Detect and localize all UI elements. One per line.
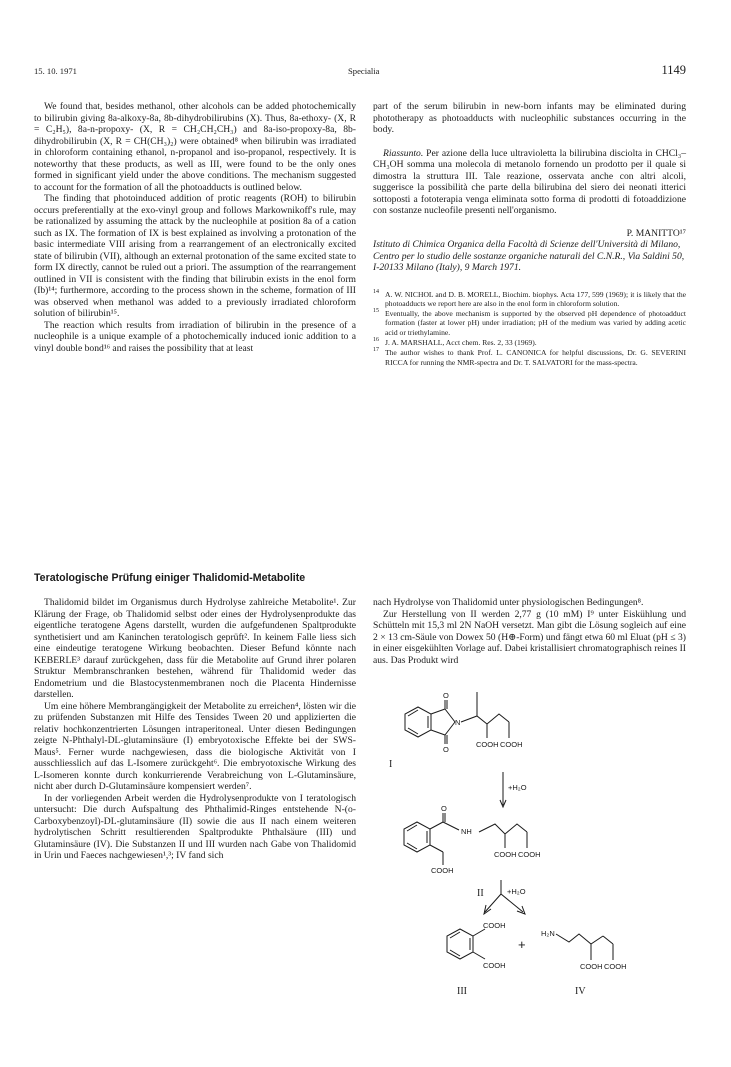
article1-right-column xyxy=(373,101,686,368)
journal-section: Specialia xyxy=(348,66,380,76)
carboxyl-label-ii-1: COOH xyxy=(494,850,517,859)
riassunto-paragraph xyxy=(373,148,686,217)
carboxyl-label-iv-1: COOH xyxy=(580,962,603,971)
riassunto-label: Riassunto. xyxy=(383,147,424,159)
article-title: Teratologische Prüfung einiger Thalidomid-Metabolite xyxy=(34,572,306,584)
carboxyl-label-ii-2: COOH xyxy=(518,850,541,859)
author-signature: P. MANITTO¹⁷ xyxy=(626,227,686,239)
amide-nh-label: NH xyxy=(461,827,472,836)
footnote: 16 J. A. MARSHALL, Acct chem. Res. 2, 33 (1969). xyxy=(373,336,537,347)
page-header xyxy=(34,64,686,80)
body-paragraph: We found that, besides methanol, other alcohols can be added photochemically to bilirubin giving 8a-alkoxy-8a, 8b-dihydrobilirubins (X). Thus, 8a-ethoxy- (X, R = C₂H₅), 8a-n-propoxy- (X, R = CH₂CH₂CH₃) and 8a-iso-propoxy-8a, 8b-dihydrobilirubin (X, R = CH(CH₃)₂) were obtained⁸ when bilirubin was irradiated in chloroform containing ethanol, n-propanol and iso-propanol, respectively. It is noteworthy that these products, as well as III, were found to be the only ones formed in significant yield under the above conditions. The mechanism suggested to account for the formation of all the photoadducts is outlined below. xyxy=(34,101,356,193)
footnotes xyxy=(373,290,686,367)
compound-label-i: I xyxy=(389,759,393,770)
page-number: 1149 xyxy=(661,63,686,77)
carboxyl-label-i-2: COOH xyxy=(500,740,523,749)
oxo-label-ii: O xyxy=(441,804,447,813)
water-label-2: +H₂O xyxy=(507,887,526,896)
body-paragraph: Thalidomid bildet im Organismus durch Hydrolyse zahlreiche Metabolite¹. Zur Klärung der Frage, ob Thalidomid selbst oder eines der Hydrolysenprodukte das eigentliche teratogene Agens darstellt, wurden die aufgefundenen Spaltprodukte synthetisiert und am Kaninchen teratologisch geprüft². In keinem Falle liess sich eine eindeutige teratogene Wirkung beobachten. Dieser Befund könnte nach KEBERLE³ darauf zurückgehen, dass für die Metabolite auf Grund ihrer polaren Struktur Membranschranken bestehen, während für Thalidomid weder das Endometrium und die Blastocystenmembranen noch die Placenta Hindernisse darstellen. xyxy=(34,597,356,700)
footnote: 15 Eventually, the above mechanism is supported by the observed pH dependence of photoadduct formation (faster at lower pH) under irradiation; pH of the medium was varied by adding acetic acid or triethylamine. xyxy=(373,308,686,337)
body-paragraph: Um eine höhere Membrangängigkeit der Metabolite zu erreichen⁴, lösten wir die zu prüfenden Substanzen mit Hilfe des Tensides Tween 20 und applizierten die relativ hochkonzentrierten Lösungen intraperitoneal. Unter diesen Bedingungen zeigte N-Phthalyl-DL-glutaminsäure (I) embryotoxische Effekte bei der SWS-Maus⁵. Ferner wurde nachgewiesen, dass die biologische Aktivität von I ausschliesslich auf das L-Isomere zurückgeht⁶. Die embryotoxische Wirkung des L-Isomeren konnte durch konkurrierende Verabreichung von L-Glutaminsäure, nicht aber durch D-Glutaminsäure kompensiert werden⁷. xyxy=(34,700,356,792)
body-paragraph: part of the serum bilirubin in new-born infants may be eliminated during phototherapy as photoadducts with nucleophilic substances occurring in the body. xyxy=(373,101,686,135)
plus-sign: + xyxy=(518,937,526,952)
body-paragraph: In der vorliegenden Arbeit werden die Hydrolysenprodukte von I teratologisch untersucht: Die durch Aufspaltung des Phthalimid-Ringes entstehende N-(o-Carboxybenzoyl)-DL-glutaminsäure (II) sowie die aus II nach einem weiteren hydrolytischen Schritt resultierenden Spaltprodukte Phthalsäure (III) und Glutaminsäure (IV). Die Substanzen II und III wurden nach Gabe von Thalidomid in Urin und Faeces nachgewiesen¹,³; IV fand sich xyxy=(34,792,356,861)
compound-label-ii: II xyxy=(477,888,484,899)
amino-label-iv: H₂N xyxy=(541,929,555,938)
oxo-label-i-top: O xyxy=(443,691,449,700)
compound-label-iv: IV xyxy=(575,986,586,997)
article1-left-column xyxy=(34,101,356,354)
water-label-1: +H₂O xyxy=(508,783,527,792)
issue-date: 15. 10. 1971 xyxy=(34,66,77,76)
oxo-label-i-bottom: O xyxy=(443,745,449,754)
riassunto-text: Per azione della luce ultravioletta la bilirubina disciolta in CHCl₃–CH₃OH somma una molecola di metanolo fornendo un prodotto per il quale si dimostra la struttura III. Tale reazione, osservata anche con altri alcoli, suggerisce la possibilità che parte della bilirubina del siero dei neonati itterici sottoposti a fototerapia venga eliminata sotto forma di prodotti di fotoaddizione con sostanze nucleofile presenti nell'organismo. xyxy=(373,147,686,216)
body-paragraph: The reaction which results from irradiation of bilirubin in the presence of a nucleophile is a unique example of a photochemically induced ionic addition to a vinyl double bond¹⁶ and raises the possibility that at least xyxy=(34,319,356,354)
article2-left-column xyxy=(34,597,356,862)
body-paragraph: nach Hydrolyse von Thalidomid unter physiologischen Bedingungen⁸. xyxy=(373,597,644,608)
footnote: 17 The author wishes to thank Prof. L. CANONICA for helpful discussions, Dr. G. SEVERINI RICCA for running the NMR-spectra and Dr. T. SALVATORI for the mass-spectra. xyxy=(373,347,686,367)
reaction-scheme-drawing xyxy=(373,672,686,1062)
imide-n-label: N xyxy=(455,718,461,727)
body-paragraph: Zur Herstellung von II werden 2,77 g (10 mM) I⁹ unter Eiskühlung und Schütteln mit 15,3 ml 2N NaOH versetzt. Man gibt die Lösung sogleich auf eine 2 × 13 cm-Säule von Dowex 50 (H⊕-Form) und fängt etwa 60 ml Eluat (pH ≤ 3) in einer eisgekühlten Vorlage auf. Dabei kristallisiert chromatographisch reines II aus. Das Produkt wird xyxy=(373,608,686,666)
carboxyl-label-i-1: COOH xyxy=(476,740,499,749)
article2-right-column xyxy=(373,597,686,666)
footnote: 14 A. W. NICHOL and D. B. MORELL, Biochim. biophys. Acta 177, 599 (1969); it is likely that the photoadducts we report here are also in the enol form in chloroform solution. xyxy=(373,288,686,308)
body-paragraph: The finding that photoinduced addition of protic reagents (ROH) to bilirubin occurs preferentially at the exo-vinyl group and follows Markownikoff's rule, may be rationalized by assuming the attack by the nucleophile at position 8a of a cation such as IX. The formation of IX is best explained as involving a protonation of the basic intermediate VIII arising from a rearrangement of an electronically excited state of bilirubin (VII), although an external protonation of the same excited state to form IX directly, cannot be ruled out a priori. The assumption of the rearrangement outlined in VII is consistent with the finding that bilirubin exists in the enol form (Ib)¹⁴; furthermore, according to the process shown in the scheme, formation of III was observed when methanol was added to a previously irradiated chloroform solution of bilirubin¹⁵. xyxy=(34,193,356,319)
carboxyl-label-iii-2: COOH xyxy=(483,961,506,970)
carboxyl-label-iii-1: COOH xyxy=(483,921,506,930)
compound-label-iii: III xyxy=(457,986,467,997)
carboxyl-label-ii-3: COOH xyxy=(431,866,454,875)
reaction-scheme xyxy=(373,672,686,1067)
carboxyl-label-iv-2: COOH xyxy=(604,962,627,971)
author-affiliation: Istituto di Chimica Organica della Facoltà di Scienze dell'Università di Milano, Centro per lo studio delle sostanze organiche naturali del C.N.R., Via Saldini 50, I-20133 Milano (Italy), 9 March 1971. xyxy=(373,239,685,273)
